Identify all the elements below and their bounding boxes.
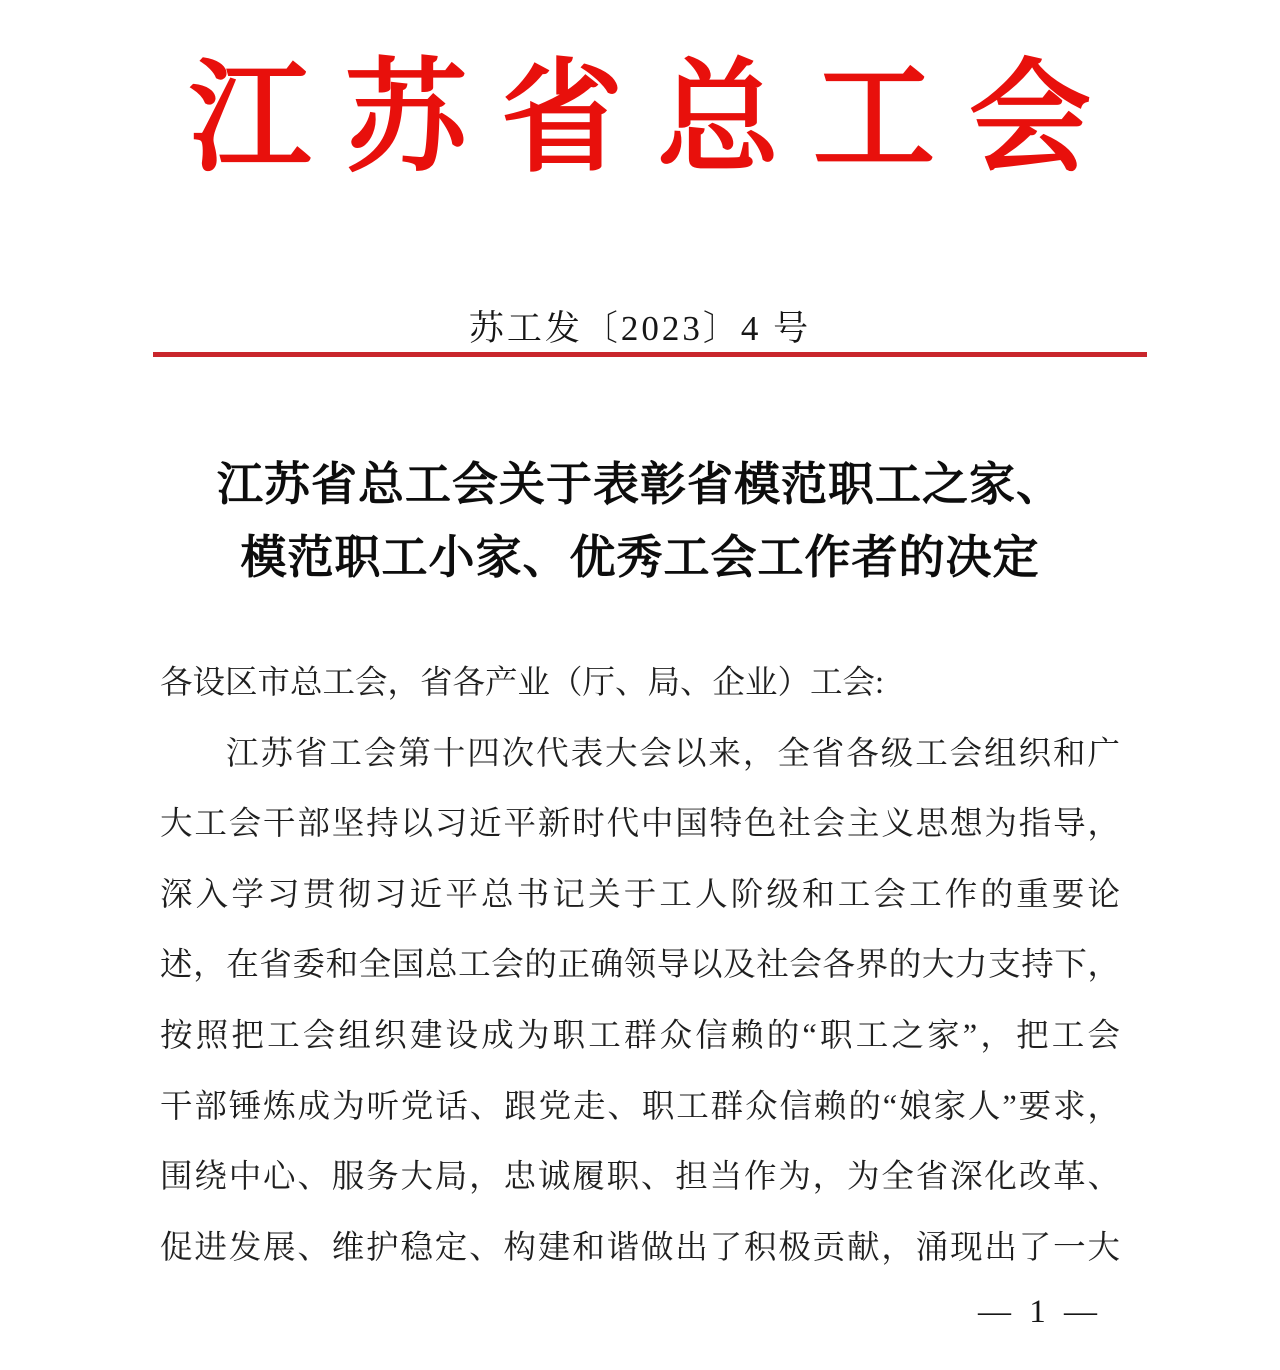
document-number: 苏工发〔2023〕4 号 [468, 309, 812, 348]
body-line-6: 干部锤炼成为听党话、跟党走、职工群众信赖的“娘家人”要求， [160, 1088, 1120, 1125]
body-line-7: 围绕中心、服务大局，忠诚履职、担当作为，为全省深化改革、 [160, 1159, 1120, 1196]
body-line-4: 述，在省委和全国总工会的正确领导以及社会各界的大力支持下， [160, 947, 1120, 984]
document-body [160, 648, 1120, 1283]
body-line-2: 大工会干部坚持以习近平新时代中国特色社会主义思想为指导， [160, 806, 1120, 843]
page-number: — 1 — [978, 1294, 1102, 1330]
body-line-3: 深入学习贯彻习近平总书记关于工人阶级和工会工作的重要论 [160, 876, 1120, 913]
document-title [100, 448, 1180, 594]
red-divider-line [153, 352, 1147, 357]
body-line-5: 按照把工会组织建设成为职工群众信赖的“职工之家”，把工会 [160, 1017, 1120, 1054]
body-line-1: 江苏省工会第十四次代表大会以来，全省各级工会组织和广 [226, 735, 1120, 772]
document-title-line-1: 江苏省总工会关于表彰省模范职工之家、 [217, 459, 1063, 510]
document-title-line-2: 模范职工小家、优秀工会工作者的决定 [240, 532, 1040, 583]
agency-masthead: 江苏省总工会 [189, 52, 1125, 187]
salutation-line: 各设区市总工会，省各产业（厅、局、企业）工会: [160, 665, 885, 701]
body-line-8: 促进发展、维护稳定、构建和谐做出了积极贡献，涌现出了一大 [160, 1229, 1120, 1266]
